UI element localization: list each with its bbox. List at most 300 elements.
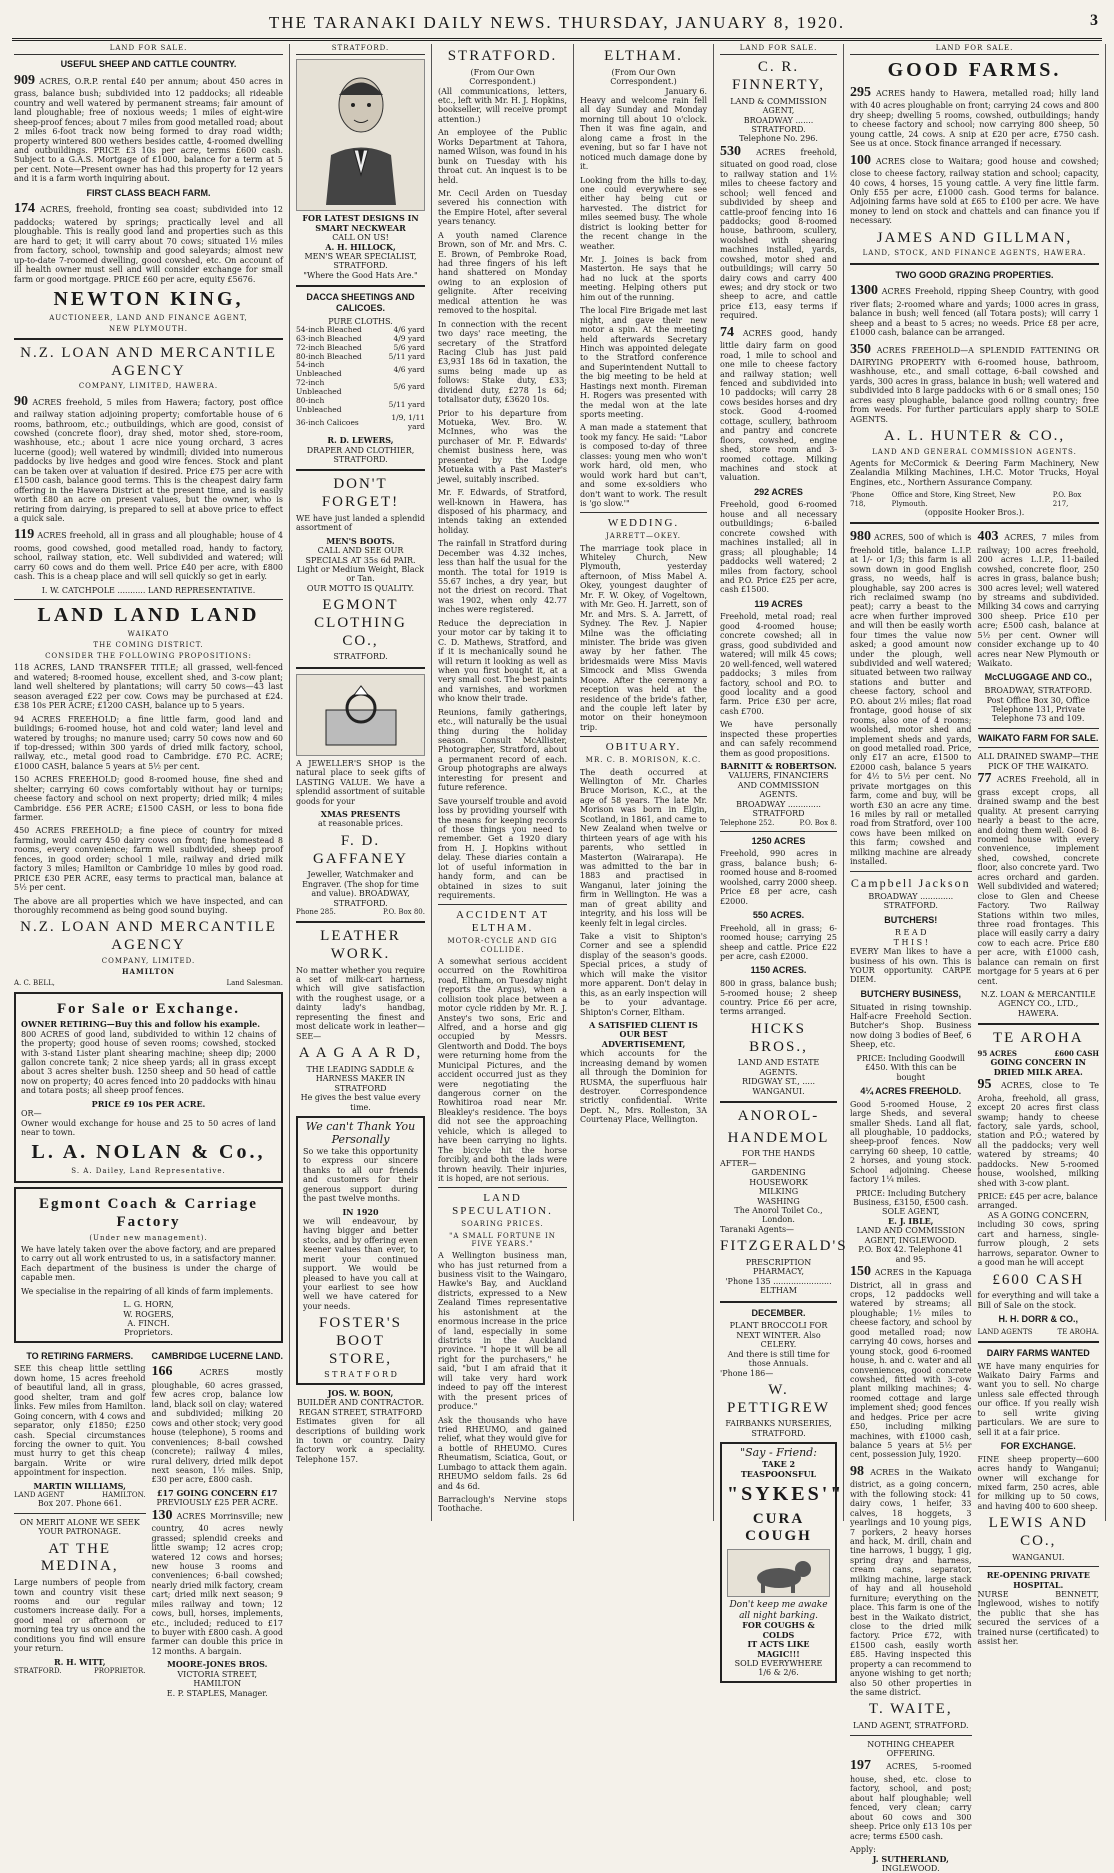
p-1250: Freehold, 990 acres in grass, balance bush; 6-roomed house and 8-roomed woolshed, carry 2000 sheep. Price £8 per acre, cash £2000. bbox=[720, 849, 837, 906]
lot-text: ACRES handy to Hawera, metalled road; hilly land with 40 acres ploughable on front; carrying 24 cows and 800 dry sheep; dwelling 5 rooms, cowshed, outbuildings; handy to cheese factory and school; now carrying 800 sheep, 50 young cattle, 24 cows. A snip at £20 per acre, £750 cash. See us at once. Stock finance arranged if necessary. bbox=[850, 88, 1099, 149]
shipton: Take a visit to Shipton's Corner and see a splendid display of the season's goods. Special prices, a study of which will make the visitor more apparent. Don't delay in this, as an early inspection will be to your advantage. Shipton's Corner, Eltham. bbox=[580, 932, 707, 1017]
inspected: The above are all properties which we have inspected, and can thoroughly recommend as being good sound buying. bbox=[14, 896, 283, 915]
egmont-name-1: L. G. HORN, bbox=[123, 1300, 174, 1310]
sykes-say: "Say - Friend: bbox=[740, 1446, 817, 1460]
p-550: Freehold, all in grass; 6-roomed house; carrying 25 sheep and cattle. Price £22 per acre, cash £2000. bbox=[720, 923, 837, 962]
page-number: 3 bbox=[1090, 12, 1100, 29]
thank-p: So we take this opportunity to express our sincere thanks to all our friends and customers for their generous support during the past twelve months. bbox=[303, 1146, 418, 1204]
lot-94: 94 ACRES FREEHOLD; a fine little farm, good land and buildings; 6-roomed house, hot and cold water; land level and watered by troughs; no manure used; carry 50 cows now and 60 if top-dressed; within 300 yards of dried milk factory, school, railway, etc., metal good road to Cambridge. £70 P.C. ACRE; £1000 CASH, balance 5 years at 5½ per cent. bbox=[14, 714, 283, 771]
acbell-role: Land Salesman. bbox=[226, 979, 283, 988]
newton-king-name: NEWTON KING, bbox=[53, 287, 244, 310]
retiring-text: SEE this cheap little settling down home, 15 acres freehold of beautiful land, all in grass, good shelter, tram and golf links. Few miles from Hamilton. Going concern, with 4 cows and separator, only £1850; £250 cash. Special circumstances forcing the owner to quit. You must hurry to get this cheap bargain. Write or wire appointment for inspection. bbox=[14, 1364, 146, 1478]
col6-split bbox=[850, 529, 1099, 1873]
accident-sub: MOTOR-CYCLE AND GIG COLLIDE. bbox=[447, 937, 558, 954]
accident-text: A somewhat serious accident occurred on the Rowhitiroa road, Eltham, on Tuesday night (reports the Argus), when a collision took place between a motor cycle ridden by Mr. R. J. Anstey's two sons, Eric and Alfred, and a horse and gig occupied by Messrs. Glentworth and Dodd. The boys were returning home from the Municipal Pictures, and the accident occurred just as they were negotiating the dangerous corner on the Rowhitiroa road near Mr. Bleakley's residence. The boys did not see the approaching vehicle, which is alleged to have been carrying no lights. The bicycle hit the horse forcibly, and both the lads were thrown heavily. Their injuries, it is hoped, are not serious. bbox=[438, 956, 567, 1183]
still: And there is still time for those Annuals. bbox=[727, 1349, 830, 1369]
anorol-co: The Anorol Toilet Co., London. bbox=[734, 1205, 823, 1225]
lot-number: 295 bbox=[850, 84, 871, 100]
martin: MARTIN WILLIAMS, bbox=[33, 1480, 126, 1491]
lot-800-price: PRICE £9 10s PER ACRE. bbox=[91, 1098, 206, 1109]
forget-p1: WE have just landed a splendid assortment of bbox=[296, 513, 425, 533]
divider bbox=[580, 736, 707, 737]
barnitt-row bbox=[720, 819, 837, 827]
lot-text: ACRES close to Waitara; good house and cowshed; close to cheese factory, railway station and school; capacity, 40 cows, 4 horses, 15 young cattle. A very fine little farm. Only £55 per acre, £1000 cash. Good terms for balance. Adjoining farms have sold at £65 to £100 per acre. We have money to lend on stock and chattels and can finance you if necessary. bbox=[850, 156, 1099, 226]
aagaard-value: He gives the best value every time. bbox=[300, 1093, 421, 1112]
price-value: 4/9 yard bbox=[393, 333, 425, 343]
lot-number: 90 bbox=[14, 393, 28, 409]
nervine: Barraclough's Nervine stops Toothache. bbox=[438, 1495, 567, 1514]
lewis: LEWIS AND CO., bbox=[988, 1515, 1088, 1549]
correspondent: (From Our Own Correspondent.) bbox=[469, 67, 536, 87]
divider bbox=[850, 1735, 972, 1736]
egmont-coach-box bbox=[14, 1187, 283, 1343]
lot-100 bbox=[850, 153, 1099, 226]
section-tag: LAND FOR SALE. bbox=[850, 44, 1099, 55]
hamilton: HAMILTON bbox=[193, 1679, 242, 1689]
read: R E A D bbox=[894, 928, 927, 938]
bottom-left bbox=[14, 1347, 146, 1698]
fitz-phone: 'Phone 135 ....................... ELTHAM bbox=[725, 1276, 832, 1296]
land-heading: LAND LAND LAND bbox=[37, 604, 260, 627]
waite-role: LAND AGENT, STRATFORD. bbox=[852, 1721, 969, 1731]
lot-number: 98 bbox=[850, 1463, 864, 1479]
barnitt-role: VALUERS, FINANCIERS AND COMMISSION AGENTS. bbox=[728, 771, 829, 800]
egmont-prop: Proprietors. bbox=[124, 1328, 173, 1338]
sykes-name: "SYKES'" bbox=[727, 1483, 845, 1506]
lot-74 bbox=[720, 325, 837, 483]
sale-exchange-box bbox=[14, 992, 283, 1184]
anorol: ANOROL- bbox=[737, 1107, 820, 1124]
divider bbox=[296, 921, 425, 923]
divider bbox=[850, 263, 1099, 265]
leather-text: No matter whether you require a set of milk-cart harness, which will give satisfaction with the roughest usage, or a dainty lady's handbag, representing the finest and most delicate work in leather—SEE— bbox=[296, 965, 425, 1041]
wedding-heading: WEDDING. bbox=[607, 517, 680, 530]
hunter: A. L. HUNTER & CO., bbox=[883, 428, 1066, 445]
handemol: HANDEMOL bbox=[727, 1129, 830, 1146]
hunter-row bbox=[850, 491, 1099, 508]
table-row bbox=[296, 361, 425, 379]
fitz-sub: PRESCRIPTION PHARMACY, bbox=[745, 1257, 812, 1277]
previously: PREVIOUSLY £25 PER ACRE. bbox=[156, 1498, 278, 1508]
use-4: WASHING bbox=[757, 1196, 800, 1206]
dorr: H. H. DORR & CO., bbox=[998, 1314, 1078, 1325]
divider bbox=[438, 1187, 567, 1188]
te-aroha: TE AROHA bbox=[992, 1030, 1084, 1047]
lot-number: 980 bbox=[850, 529, 871, 545]
divider bbox=[296, 667, 425, 669]
accident-heading: ACCIDENT AT ELTHAM. bbox=[456, 909, 549, 935]
witt-row bbox=[14, 1667, 146, 1675]
newton-sub: AUCTIONEER, LAND AND FINANCE AGENT, bbox=[49, 313, 248, 322]
going-concern: £17 GOING CONCERN £17 bbox=[156, 1487, 278, 1498]
aroha-price: £600 CASH bbox=[1054, 1049, 1099, 1059]
foster-city: S T R A T F O R D bbox=[324, 1370, 397, 1380]
lot-197 bbox=[850, 1758, 972, 1841]
dorr-role: LAND AGENTS bbox=[977, 1327, 1033, 1336]
h-4-acres: 4¼ ACRES FREEHOLD. bbox=[860, 1086, 962, 1097]
boon-role: BUILDER AND CONTRACTOR. bbox=[296, 1398, 425, 1408]
lot-number: 530 bbox=[720, 143, 741, 159]
hicks-role: LAND AND ESTATE AGENTS. bbox=[737, 1058, 820, 1077]
barnitt-addr: BROADWAY ............. STRATFORD bbox=[736, 799, 821, 819]
lot-text: ACRES, close to Te Aroha, freehold, all grass, except 20 acres first class swamp; handy to cheese factory, sale yards, school, station and P.O.; watered by all the paddocks; very well watered by streams; 40 paddocks. New 5-roomed house, woolshed, milking shed with 3-cow plant. bbox=[977, 1081, 1099, 1188]
hicks: HICKS BROS., bbox=[749, 1020, 808, 1055]
lot-number: 74 bbox=[720, 324, 734, 340]
table-row bbox=[296, 397, 425, 415]
barnitt-box: P.O. Box 8. bbox=[799, 818, 837, 827]
dog-icon bbox=[739, 1553, 819, 1593]
aroha-lot: 95 ACRES bbox=[977, 1049, 1017, 1059]
price-value: 4/6 yard bbox=[393, 324, 425, 334]
price-item: 54-inch Bleached bbox=[296, 324, 362, 334]
price-value: 4/6 yard bbox=[393, 364, 425, 374]
sutherland: J. SUTHERLAND, bbox=[872, 1853, 949, 1864]
medina: AT THE MEDINA, bbox=[40, 1540, 119, 1575]
specials: CALL AND SEE OUR SPECIALS AT 35s 6d PAIR. bbox=[305, 546, 416, 565]
sykes-cura: CURA COUGH bbox=[745, 1510, 812, 1545]
campbell-addr: BROADWAY ............. STRATFORD. bbox=[868, 891, 954, 911]
price-item: 80-inch Bleached bbox=[296, 351, 362, 361]
col6-left bbox=[850, 529, 972, 1873]
ible-role: LAND AND COMMISSION AGENT, INGLEWOOD. bbox=[856, 1226, 966, 1245]
column-6 bbox=[844, 44, 1106, 1873]
lot-number: 350 bbox=[850, 341, 871, 357]
column-3 bbox=[432, 44, 574, 1521]
aagaard: A A G A A R D, bbox=[298, 1045, 423, 1062]
news-p1: Heavy and welcome rain fell all day Sunday and Monday morning till about 10 o'clock. Then it was fine again, and along came a frost in the evening, but so far I have not noticed much damage done by it. bbox=[580, 96, 707, 172]
lot-text: ACRES freehold, 5 miles from Hawera; factory, post office and railway station adjoining property; comfortable house of 6 rooms, bathroom, etc.; outbuildings, which are good, consist of cowshed (concrete floor), dray shed, motor shed, store-room, washhouse, etc.; about 1 acre nice young orchard, 3 acres lucerne (good); well watered by windmill; divided into numerous paddocks by live hedges and good wire fences. Stock and plant can be taken over at valuation if desired. Price £75 per acre with £1500 cash, balance good terms. This is the cheapest dairy farm offering in the Hawera District at the present time, and is easily worth £80 an acre on present values, but the owner, who is retiring from dairying, is prepared to sell at above price to effect a quick sale. bbox=[14, 397, 283, 523]
rheumo: Ask the thousands who have tried RHEUMO, and gained relief, what they would give for a bottle of RHEUMO. Cures Rheumatism, Sciatica, Gout, or Lumbago to attack them again. RHEUMO seldom fails. 2s 6d and 4s 6d. bbox=[438, 1415, 567, 1491]
martin-city: HAMILTON. bbox=[102, 1491, 146, 1500]
endeavour: we will endeavour, by having bigger and better stocks, and by offering even keener values than ever, to merit your continued support. We would be pleased to have you call at your earliest to see how well we have catered for your needs. bbox=[303, 1216, 418, 1311]
fortune: "A SMALL FORTUNE IN FIVE YEARS." bbox=[449, 1231, 556, 1248]
divider bbox=[978, 1566, 1100, 1567]
lot-95 bbox=[978, 1077, 1100, 1188]
divider bbox=[978, 747, 1100, 748]
lot-77 bbox=[978, 771, 1100, 986]
jeweller-text: A JEWELLER'S SHOP is the natural place to seek gifts of LASTING VALUE. We have a splendid assortment of suitable goods for your bbox=[296, 758, 425, 806]
lot-number: 77 bbox=[977, 771, 992, 787]
price-item: 72-inch Unbleached bbox=[296, 378, 342, 396]
lot-450: 450 ACRES FREEHOLD; a fine piece of country for mixed farming, would carry 450 dairy cows on front; fine homestead 8 rooms, every convenience; farm well subdivided, sheep proof fences, in good order; school 1 mile, railway and dried milk factory 3 miles; Hamilton or Cambridge 10 miles by good road. PRICE £30 PER ACRE, easy terms to practical man, balance at 5½ per cent. bbox=[14, 826, 283, 893]
dacca-price-list bbox=[296, 326, 425, 432]
egmont-p1: We have lately taken over the above factory, and are prepared to carry out all work entrusted to us, in a satisfactory manner. Each department of the business is under the charge of capable men. bbox=[21, 1244, 276, 1283]
lot-174 bbox=[14, 201, 283, 284]
h-550: 550 ACRES. bbox=[752, 910, 805, 921]
lot-800-or: OR— bbox=[21, 1109, 42, 1119]
lot-number: 197 bbox=[850, 1758, 871, 1774]
divider bbox=[296, 285, 425, 287]
news-p8: Reduce the depreciation in your motor car by taking it to C. D. Mathews, Stratford, and if it is mechanically sound he will return it looking as well as when you first bought it, at a very small cost. The best paints and varnishes, and workmen who know their trade. bbox=[438, 618, 567, 704]
lewis-city: WANGANUI. bbox=[1012, 1552, 1065, 1562]
h-119: 119 ACRES bbox=[754, 598, 803, 609]
december: DECEMBER. bbox=[751, 1307, 806, 1318]
after: AFTER— bbox=[720, 1158, 757, 1168]
gaffaney-role: Jeweller, Watchmaker and Engraver. (The shop for time and value). BROADWAY, STRATFORD. bbox=[302, 870, 419, 908]
lot-295 bbox=[850, 85, 1099, 149]
masthead-title: THE TARANAKI DAILY NEWS. THURSDAY, JANUARY 8, 1920. bbox=[268, 13, 846, 32]
everything: for everything and will take a Bill of Sale on the stock. bbox=[977, 1291, 1099, 1310]
nz-loan-heading: N.Z. LOAN AND MERCANTILE AGENCY bbox=[20, 345, 277, 379]
hunter-opp: (opposite Hooker Bros.). bbox=[924, 507, 1025, 517]
victoria: VICTORIA STREET, bbox=[177, 1669, 258, 1679]
price-value: 1/9, 1/11 yard bbox=[391, 413, 425, 432]
lot-text: ACRES, 7 miles from railway; 100 acres freehold, 200 acres L.I.P., 11-bailed cowshed, concrete floor, 250 acres in grass, balance bush; 300 acres level; well watered by streams and subdivided. Milking 34 cows and carrying 300 sheep. Price £10 per acre; £500 cash, balance at 5½ per cent. Owner will consider exchange up to 40 acres near New Plymouth or Waikato. bbox=[977, 533, 1099, 669]
price-value: 5/6 yard bbox=[393, 342, 425, 352]
reopening: RE-OPENING PRIVATE HOSPITAL. bbox=[986, 1570, 1090, 1590]
use-3: MILKING bbox=[758, 1187, 799, 1197]
column-4 bbox=[574, 44, 714, 1521]
price-item: 63-inch Bleached bbox=[296, 333, 362, 343]
martin-row bbox=[14, 1491, 146, 1499]
lot-number: 174 bbox=[14, 201, 35, 217]
stratford-heading: STRATFORD. bbox=[447, 48, 558, 64]
lot-150: 150 ACRES FREEHOLD; good 8-roomed house, fine shed and shelter; carrying 60 cows comfortably without hay or turnips; cheese factory and school on next property; dried milk; 4 miles Cambridge. £56 PER ACRE; £1500 CASH, or less to bona fide farmer. bbox=[14, 775, 283, 823]
mccluggage: McCLUGGAGE AND CO., bbox=[984, 672, 1092, 683]
good-farms: GOOD FARMS. bbox=[887, 59, 1062, 82]
price-item: 72-inch Bleached bbox=[296, 342, 362, 352]
finnerty-tel: Telephone No. 296. bbox=[739, 134, 818, 144]
sykes-take: TAKE 2 TEASPOONSFUL bbox=[740, 1459, 817, 1479]
butchery: BUTCHERY BUSINESS, bbox=[860, 988, 962, 999]
lot-number: 119 bbox=[14, 527, 35, 543]
lot-text: ACRES in the Kapuaga District, all in grass and crops, 12 paddocks well watered by streams; all ploughable; 1½ miles to cheese factory, and school by good metalled road; now carrying 40 cows, horses and young stock, good 6-roomed house, h. and c. water and all conveniences, good concrete cowshed, fitted with 3-cow plant milking machines; 4-roomed cottage and large implement shed; good fences and hedges. Price per acre £50, including milking machines, with £1000 cash, balance 5 years at 5½ per cent, possession July, 1920. bbox=[850, 1268, 972, 1460]
catchpole: I. W. CATCHPOLE ........... LAND REPRESENTATIVE. bbox=[41, 585, 256, 595]
column-5 bbox=[714, 44, 848, 1678]
lewers: R. D. LEWERS, bbox=[327, 435, 394, 446]
nz-loan-heading-2: N.Z. LOAN AND MERCANTILE AGENCY bbox=[20, 919, 277, 954]
lot-number: 909 bbox=[14, 72, 35, 88]
going-text: including 30 cows, spring cart and harness, single-furrow plough, 2 sets harrows, separator. Owner to a good man he will accept bbox=[977, 1220, 1099, 1268]
sykes-keep: Don't keep me awake all night barking. bbox=[729, 1600, 828, 1621]
price-incl: PRICE: Including Goodwill £450. With this can be bought bbox=[856, 1053, 965, 1082]
lot-text: ACRES good, handy little dairy farm on good road, 1 mile to school and one mile to cheese factory and railway station; well fenced and subdivided into 10 paddocks; will carry 28 cows besides horses and dry stock. Good 4-roomed cottage, scullery, bathroom and pantry and concrete floors, cowshed, engine shed, store room and 3-roomed cottage. Milking machines and stock at valuation. bbox=[720, 328, 837, 483]
sheep-heading: USEFUL SHEEP AND CATTLE COUNTRY. bbox=[60, 59, 237, 70]
obituary-sub: MR. C. B. MORISON, K.C. bbox=[585, 756, 702, 765]
medina-text: Large numbers of people from town and country visit these rooms and our regular customers increase daily. For a good meal or afternoon or morning tea try us once and the conditions you find will ensure your return. bbox=[14, 1578, 146, 1654]
nurse: NURSE BENNETT, Inglewood, wishes to notify the public that she has secured the services of a trained nurse (certificated) to assist her. bbox=[977, 1589, 1099, 1647]
price-item: 36-inch Calicoes bbox=[296, 417, 359, 427]
man-portrait-icon bbox=[316, 65, 406, 205]
price-value: 5/11 yard bbox=[388, 351, 425, 361]
divider bbox=[438, 904, 567, 905]
satisfied: A SATISFIED CLIENT IS OUR BEST ADVERTISEMENT, bbox=[589, 1019, 698, 1049]
masthead bbox=[12, 8, 1102, 41]
witt-city: STRATFORD. bbox=[14, 1667, 62, 1676]
lot-166 bbox=[152, 1364, 284, 1484]
sykes-for: FOR COUGHS & COLDS bbox=[742, 1620, 815, 1640]
broccoli: PLANT BROCCOLI FOR NEXT WINTER. Also CELERY. bbox=[729, 1321, 828, 1350]
dorr-city: TE AROHA. bbox=[1057, 1327, 1099, 1336]
grazing: TWO GOOD GRAZING PROPERTIES. bbox=[895, 269, 1054, 280]
pure-cloths: PURE CLOTHS. bbox=[328, 316, 393, 326]
lot-98 bbox=[850, 1464, 972, 1698]
news-p5: Prior to his departure from Motueka, Wev. Bro. W. McInnes, who was the purchaser of Mr. F. Edwards' chemist business here, was presented by the Lodge Motueka with a Past Master's jewel, suitably inscribed. bbox=[438, 408, 567, 484]
nolan-name: L. A. NOLAN & Co., bbox=[31, 1141, 266, 1164]
news-p1: An employee of the Public Works Department at Tahora, named Wilson, was found in his bunk on Tuesday with his throat cut. An inquest is to be held. bbox=[438, 128, 567, 185]
correspondent: (From Our Own Correspondent.) bbox=[610, 67, 677, 87]
p-1150: 800 in grass, balance bush; 5-roomed house; 2 sheep country. Price £6 per acre, terms arranged. bbox=[720, 979, 837, 1017]
hats-slogan: "Where the Good Hats Are." bbox=[303, 270, 418, 280]
divider bbox=[720, 1301, 837, 1303]
lot-text: ACRES in the Waikato district, as a going concern, with the following stock: 41 dairy cows, 1 heifer, 33 calves, 18 hoggets, 3 yearlings and 10 young pigs, 7 porkers, 2 heavy horses and hack, M. drill, chain and tine harrows, 1 buggy, 1 gig, spring dray and harness, cream cans, separator, milking machine, large stack of hay and all household furniture; everything on the place. This farm is one of the best in the Waikato district, close to the dried milk factory. Price £72, with £1500 cash, easily worth £85. Having inspected this property a can recommend to anyone wishing to get north; also 50 other properties in the same district. bbox=[850, 1467, 972, 1698]
newton-city: NEW PLYMOUTH. bbox=[109, 324, 188, 333]
reasonable: at reasonable prices. bbox=[317, 819, 404, 829]
table-row bbox=[296, 379, 425, 397]
aagaard-role: THE LEADING SADDLE & HARNESS MAKER IN STRATFORD bbox=[306, 1064, 415, 1093]
section-tag: LAND FOR SALE. bbox=[720, 44, 837, 55]
sole: SOLE AGENT, bbox=[882, 1207, 940, 1217]
lot-text: ACRES, 5-roomed house, shed, etc. close to factory, school, and post; about half ploughable; well fenced, very clean; carry about 60 cows and 300 sheep. Price only £13 10s per acre; terms £500 cash. bbox=[850, 1762, 972, 1841]
butchers-text: EVERY Man likes to have a business of his own. This is YOUR opportunity. CARPE DIEM. bbox=[850, 947, 972, 985]
speculation-heading: LAND SPECULATION. bbox=[452, 1192, 553, 1218]
price-value: 5/6 yard bbox=[393, 382, 425, 392]
aroha-going: GOING CONCERN IN DRIED MILK AREA. bbox=[990, 1057, 1086, 1077]
divider bbox=[720, 831, 837, 832]
dairy-wanted: DAIRY FARMS WANTED bbox=[986, 1347, 1090, 1358]
lot-909 bbox=[14, 73, 283, 184]
boon: JOS. W. BOON, bbox=[327, 1387, 394, 1398]
martin-role: LAND AGENT bbox=[14, 1491, 65, 1500]
date: January 6. bbox=[665, 86, 707, 96]
divider bbox=[720, 1101, 837, 1103]
lot-text: ACRES FREEHOLD—A SPLENDID FATTENING OR DAIRYING PROPERTY with 6-roomed house, bathroom, washhouse, etc., and small cottage, 6-bail cowshed and yards, 300 acres in grass, balance in bush; well watered and subdivided into 8 large paddocks with 6 or 8 small ones; 150 acres easy ploughable, balance good rolling country; free from weeds. For further particulars apply sharp to SOLE AGENTS. bbox=[850, 345, 1100, 424]
section-tag: LAND FOR SALE. bbox=[14, 44, 283, 55]
hicks-addr: RIDGWAY ST., ..... WANGANUI. bbox=[741, 1077, 816, 1096]
lewers-role: DRAPER AND CLOTHIER, STRATFORD. bbox=[306, 445, 415, 464]
exchange: FOR EXCHANGE. bbox=[1000, 1441, 1076, 1452]
price-item: 80-inch Unbleached bbox=[296, 395, 342, 414]
phone-186: 'Phone 186— bbox=[720, 1368, 774, 1378]
nz3: N.Z. LOAN & MERCANTILE AGENCY CO., LTD., HAWERA. bbox=[980, 990, 1096, 1018]
egmont-heading: Egmont Coach & Carriage Factory bbox=[39, 1196, 258, 1230]
hunter-phone: 'Phone 718, bbox=[850, 491, 875, 508]
h4-text: Good 5-roomed House, 2 large Sheds, and several smaller Sheds. Land all flat, all ploughable, 10 paddocks, sheep-proof fences. Now carrying 60 sheep, 10 cattle, 2 horses, and young stock. School adjoining. Cheese factory 1¼ miles. bbox=[850, 1099, 972, 1185]
neckwear: FOR LATEST DESIGNS IN SMART NECKWEAR bbox=[302, 213, 419, 233]
soaring: SOARING PRICES. bbox=[461, 1220, 544, 1229]
h-1150: 1150 ACRES. bbox=[750, 965, 807, 976]
foster: FOSTER'S BOOT STORE, bbox=[319, 1315, 402, 1367]
bottom-right bbox=[152, 1347, 284, 1698]
consider: CONSIDER THE FOLLOWING PROPOSITIONS: bbox=[45, 652, 252, 661]
this: T H I S ! bbox=[893, 937, 928, 947]
divider bbox=[296, 469, 425, 471]
pettigrew: W. PETTIGREW bbox=[727, 1381, 830, 1416]
news-p9: Reunions, family gatherings, etc., will naturally be the usual thing during the holiday season. Consult McAllister, Photographer, Stratford, about a permanent record of each. Group photographs are always interesting for present and future reference. bbox=[438, 707, 567, 793]
butchers: BUTCHERS! bbox=[884, 914, 938, 925]
boon-text: Estimates given for all descriptions of building work in town or country. Dairy factory work a speciality. Telephone 157. bbox=[296, 1417, 425, 1464]
hunter-role: LAND AND GENERAL COMMISSION AGENTS. bbox=[872, 447, 1077, 456]
c600: £600 CASH bbox=[992, 1271, 1085, 1288]
pettigrew-role: FAIRBANKS NURSERIES, STRATFORD. bbox=[725, 1419, 832, 1438]
divider bbox=[850, 522, 1099, 524]
lot-number: 150 bbox=[850, 1264, 871, 1280]
inspected: We have personally inspected these properties and can safely recommend them as good propositions. bbox=[720, 720, 837, 758]
egmont-p2: We specialise in the repairing of all kinds of farm implements. bbox=[21, 1286, 274, 1296]
regan: REGAN STREET, STRATFORD bbox=[298, 1407, 423, 1417]
wanted-text: WE have many enquiries for Waikato Dairy Farms and want you to sell. No charge unless sale effected through our office. If you really wish to sell write giving particulars. We are sure to sell it at a fair price. bbox=[977, 1361, 1099, 1437]
lot-text: ACRES Freehold, all in grass except crops, all drained swamp and the best quality. At present carrying nearly a beast to the acre, and doing them well. Good 8-roomed house with every convenience, implement shed, cowshed, concrete floor, also concrete yard. Two acres orchard and garden. Well subdivided and watered; close to Glen and Cheese Factory. Two Railway Stations within two miles, three road frontages. This place will easily carry a dairy cow to each acre. Price £80 per acre, with £1000 cash, balance can remain on first mortgage for 5 years at 6 per cent. bbox=[977, 775, 1099, 986]
lot-number: 403 bbox=[977, 529, 999, 545]
use-1: GARDENING bbox=[751, 1168, 806, 1178]
obituary-text: The death occurred at Wellington of Mr. Charles Bruce Morison, K.C., at the age of 58 years. The late Mr. Morison was born in Elgin, Scotland, in 1861, and came to New Zealand when twelve or thirteen years of age with his parents, who settled in Masterton (Wairarapa). He was admitted to the bar in 1883 and practised in Wanganui, later joining the firm in Wellington. He was a man of great ability and integrity, and his loss will be keenly felt in legal circles. bbox=[580, 767, 707, 928]
motto: OUR MOTTO IS QUALITY. bbox=[306, 583, 415, 593]
finnerty-role: LAND & COMMISSION AGENT, bbox=[730, 96, 827, 116]
lot-800-exchange: Owner would exchange for house and 25 to 50 acres of land near to town. bbox=[21, 1118, 276, 1138]
coming: THE COMING DISTRICT. bbox=[93, 640, 204, 649]
lot-number: 130 bbox=[151, 1507, 173, 1523]
nz2-city: HAMILTON bbox=[121, 967, 176, 977]
lot-text: ACRES freehold, situated on good road, close to railway station and 1½ miles to cheese factory and school; well fenced and subdivided by sheep and cattle-proof fencing into 16 paddocks; good 8-roomed house, bathroom, scullery, woolshed with shearing machines installed, yards, cowshed, motor shed and outbuildings; will carry 50 dairy cows and carry 400 ewes; and dry stock or two sheep to acre, and cattle price £13, easy terms if required. bbox=[720, 147, 837, 321]
lot-118: 118 ACRES, LAND TRANSFER TITLE; all grassed, well-fenced and watered; 8-roomed house, excellent shed, and 3-cow plant; land well sheltered by plantations; will carry 50 cows—43 last season averaged £22 per cow. Cows may be purchased at £24. £38 10s PER ACRE; £1200 CASH, balance up to 5 years. bbox=[14, 663, 283, 711]
waikato: WAIKATO bbox=[127, 629, 170, 638]
lot-text: ACRES freehold, all in grass and all ploughable; house of 4 rooms, good cowshed, good metalled road, handy to factory, school, railway station, etc. Well subdivided and watered; will carry 60 cows and do them well. Price £40 per acre, with £800 cash. This is a cheap place and will sell quickly so get in early. bbox=[14, 531, 283, 582]
butchery-text: Situated in rising township. Half-acre Freehold Section. Butcher's Shop. Business now doing 3 bodies of Beef, 6 Sheep, etc. bbox=[850, 1002, 972, 1050]
mens-boots: MEN'S BOOTS. bbox=[326, 535, 395, 546]
finnerty: C. R. FINNERTY, bbox=[731, 59, 826, 93]
owner-retiring: OWNER RETIRING—Buy this and follow his example. bbox=[21, 1019, 261, 1030]
lot-number: 95 bbox=[977, 1077, 992, 1093]
waite: T. WAITE, bbox=[868, 1701, 953, 1718]
sykes-magic: IT ACTS LIKE MAGIC!!! bbox=[747, 1639, 810, 1659]
news-p3: Mr. J. Joines is back from Masterton. He says that he had no luck at the sports meeting. Helping others put him out of the running. bbox=[580, 255, 707, 302]
lot-text: ACRES Morrinsville; new country, 40 acres newly grassed; splendid creeks and little swamp; 12 acres crop; watered 12 cows and horses; new house 3 rooms and conveniences; 6-bail cowshed; nearly dried milk factory, cream cart; dried milk next season; 9 miles railway and town; 12 cows, bull, horses, implements, etc., included; reduced to £17 to buyer with £800 cash. A good farmer can double this price in 12 months. A bargain. bbox=[151, 1511, 283, 1656]
egmont-city: STRATFORD. bbox=[333, 652, 388, 662]
fitzgerald: FITZGERALD'S bbox=[720, 1238, 848, 1255]
xmas: XMAS PRESENTS bbox=[320, 808, 401, 819]
apply: Apply: bbox=[850, 1845, 876, 1855]
egmont-name-2: W. ROGERS, bbox=[123, 1309, 174, 1319]
nolan-rep: S. A. Dailey, Land Representative. bbox=[71, 1167, 226, 1176]
nothing: NOTHING CHEAPER OFFERING. bbox=[867, 1739, 955, 1759]
news-p7: The rainfall in Stratford during December was 4.32 inches, less than half the usual for the month. The total for 1919 is 55.67 inches, a dry year, but not the driest on record. That was 1902, when only 42.77 inches were registered. bbox=[438, 539, 567, 615]
call-on-us: CALL ON US! bbox=[332, 233, 389, 243]
weight: Light or Medium Weight, Black or Tan. bbox=[297, 564, 424, 584]
swamp: ALL DRAINED SWAMP—THE PICK OF THE WAIKATO. bbox=[977, 752, 1099, 771]
jewellery-illustration bbox=[296, 674, 425, 756]
news-p2: Looking from the hills to-day, one could everywhere see either hay being cut or harvested. The district for miles seemed busy. The whole district is looking better for the recent change in the weather. bbox=[580, 175, 707, 251]
lot-403 bbox=[978, 529, 1100, 668]
wedding-text: The marriage took place in Whiteley Church, New Plymouth, yesterday afternoon, of Miss Mabel A. Okey, youngest daughter of Mr. F. W. Okey, of Vogeltown, with Mr. Geo. H. Jarrett, son of Mr. and Mrs. S. A. Jarrett, of Sydney. The Rev. J. Napier Milne was the officiating minister. The bride was given away by her father. The bridesmaids were Miss Mavis Simcock and Miss Gwenda Moore. After the ceremony a reception was held at the residence of the bride's father, and the couple left later by motor on their honeymoon trip. bbox=[580, 543, 707, 732]
nz-loan-sub: COMPANY, LIMITED, HAWERA. bbox=[78, 382, 219, 391]
egmont-clothing: EGMONT CLOTHING CO., bbox=[314, 597, 407, 649]
retiring-heading: TO RETIRING FARMERS. bbox=[26, 1350, 134, 1361]
p-119: Freehold, metal road; real good 4-roomed house; concrete cowshed; all in grass, good subdivided and watered; will milk 45 cows; 20 well-fenced, well watered paddocks; 3 miles from factory, school and P.O. to good locality and a good farm. Price £30 per acre, cash £700. bbox=[720, 612, 837, 716]
hillock: A. H. HILLOCK, bbox=[325, 241, 396, 252]
satisfied-text: which accounts for the increasing demand by women all through the Dominion for RUSMA, the superfluous hair destroyer. Correspondence strictly confidential. Write Dept. N., Mrs. Rolleston, 3A Courtenay Place, Wellington. bbox=[580, 1049, 707, 1125]
news-p2: Mr. Cecil Arden on Tuesday severed his connection with the Empire Hotel, after several years tenancy. bbox=[438, 188, 567, 227]
sykes-sold: SOLD EVERYWHERE 1/6 & 2/6. bbox=[734, 1658, 823, 1678]
lot-350 bbox=[850, 342, 1099, 425]
obituary-heading: OBITUARY. bbox=[605, 741, 682, 754]
sykes-ad bbox=[720, 1442, 845, 1683]
divider bbox=[850, 871, 972, 872]
lot-530 bbox=[720, 144, 837, 321]
ible-box: P.O. Box 42. Telephone 41 and 95. bbox=[858, 1245, 964, 1264]
moore: MOORE-JONES BROS. bbox=[167, 1659, 268, 1670]
wedding-sub: JARRETT—OKEY. bbox=[605, 532, 681, 541]
lot-text: ACRES, freehold, fronting sea coast; subdivided into 12 paddocks; watered by springs; practically level and all ploughable. This is really good land and properties such as this are hard to get; it will carry about 70 cows; situated 1½ miles from factory, school, township and good saleyards; almost new up-to-date 7-roomed dwelling, good cowshed, etc. On account of ill health owner must sell and will consider exchange for small farm or good mortgage. PRICE £60 per acre, equity £5676. bbox=[14, 205, 284, 284]
divider bbox=[14, 599, 283, 600]
hillock-role: MEN'S WEAR SPECIALIST, STRATFORD. bbox=[304, 252, 417, 271]
h-1250: 1250 ACRES bbox=[751, 835, 806, 846]
witt: R. H. WITT, bbox=[53, 1656, 106, 1667]
news-p6: Mr. F. Edwards, of Stratford, well-known in Hawera, has disposed of his pharmacy, and intends taking an extended holiday. bbox=[438, 488, 567, 535]
waikato-sale: WAIKATO FARM FOR SALE. bbox=[978, 732, 1099, 743]
col6-right bbox=[978, 529, 1100, 1873]
merit: ON MERIT ALONE WE SEEK YOUR PATRONAGE. bbox=[19, 1517, 140, 1537]
lot-150 bbox=[850, 1264, 972, 1460]
